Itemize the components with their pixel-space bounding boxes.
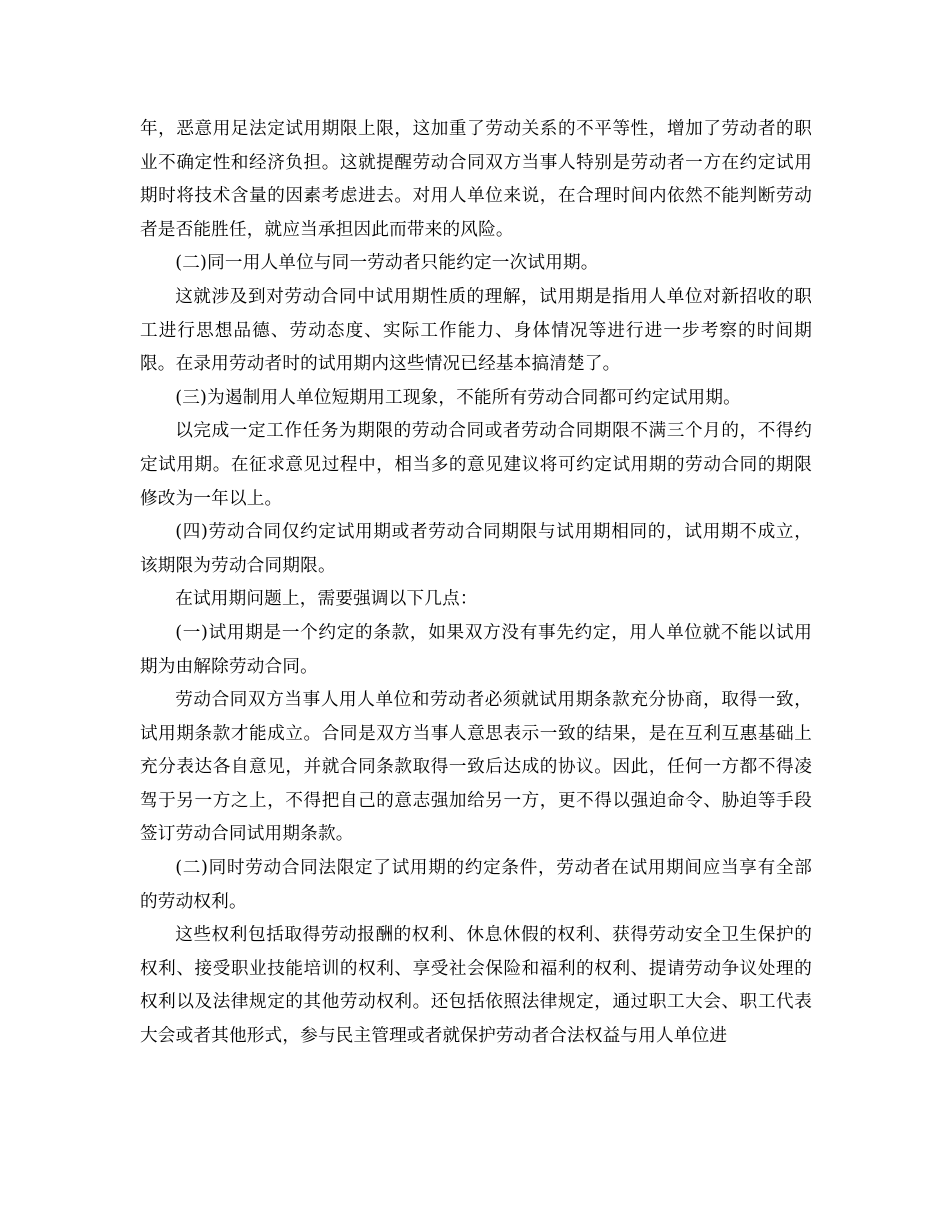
paragraph-heading-2b: (二)同时劳动合同法限定了试用期的约定条件，劳动者在试用期间应当享有全部的劳动权利。 [140,858,812,912]
paragraph: 以完成一定工作任务为期限的劳动合同或者劳动合同期限不满三个月的，不得约定试用期。在征求意见过程中，相当多的意见建议将可约定试用期的劳动合同的期限修改为一年以上。 [140,421,812,509]
paragraph: 这就涉及到对劳动合同中试用期性质的理解，试用期是指用人单位对新招收的职工进行思想品德、劳动态度、实际工作能力、身体情况等进行进一步考察的时间期限。在录用劳动者时的试用期内这些情况已经基本搞清楚了。 [140,286,812,375]
paragraph-heading-1: (一)试用期是一个约定的条款，如果双方没有事先约定，用人单位就不能以试用期为由解除劳动合同。 [140,622,812,677]
paragraph-heading-3: (三)为遏制用人单位短期用工现象，不能所有劳动合同都可约定试用期。 [175,387,741,408]
paragraph-continuation: 年，恶意用足法定试用期限上限，这加重了劳动关系的不平等性，增加了劳动者的职业不确定性和经济负担。这就提醒劳动合同双方当事人特别是劳动者一方在约定试用期时将技术含量的因素考虑进去。对用人单位来说，在合理时间内依然不能判断劳动者是否能胜任，就应当承担因此而带来的风险。 [140,119,812,240]
paragraph: 在试用期问题上，需要强调以下几点： [175,589,478,610]
paragraph-heading-2: (二)同一用人单位与同一劳动者只能约定一次试用期。 [175,253,599,274]
paragraph-heading-4: (四)劳动合同仅约定试用期或者劳动合同期限与试用期相同的，试用期不成立，该期限为劳动合同期限。 [140,522,812,576]
paragraph: 这些权利包括取得劳动报酬的权利、休息休假的权利、获得劳动安全卫生保护的权利、接受职业技能培训的权利、享受社会保险和福利的权利、提请劳动争议处理的权利以及法律规定的其他劳动权利。还包括依照法律规定，通过职工大会、职工代表大会或者其他形式，参与民主管理或者就保护劳动者合法权益与用人单位进 [140,925,812,1047]
paragraph: 劳动合同双方当事人用人单位和劳动者必须就试用期条款充分协商，取得一致，试用期条款才能成立。合同是双方当事人意思表示一致的结果，是在互利互惠基础上充分表达各自意见，并就合同条款取得一致后达成的协议。因此，任何一方都不得凌驾于另一方之上，不得把自己的意志强加给另一方，更不得以强迫命令、胁迫等手段签订劳动合同试用期条款。 [140,690,812,845]
document-body [140,113,812,1054]
